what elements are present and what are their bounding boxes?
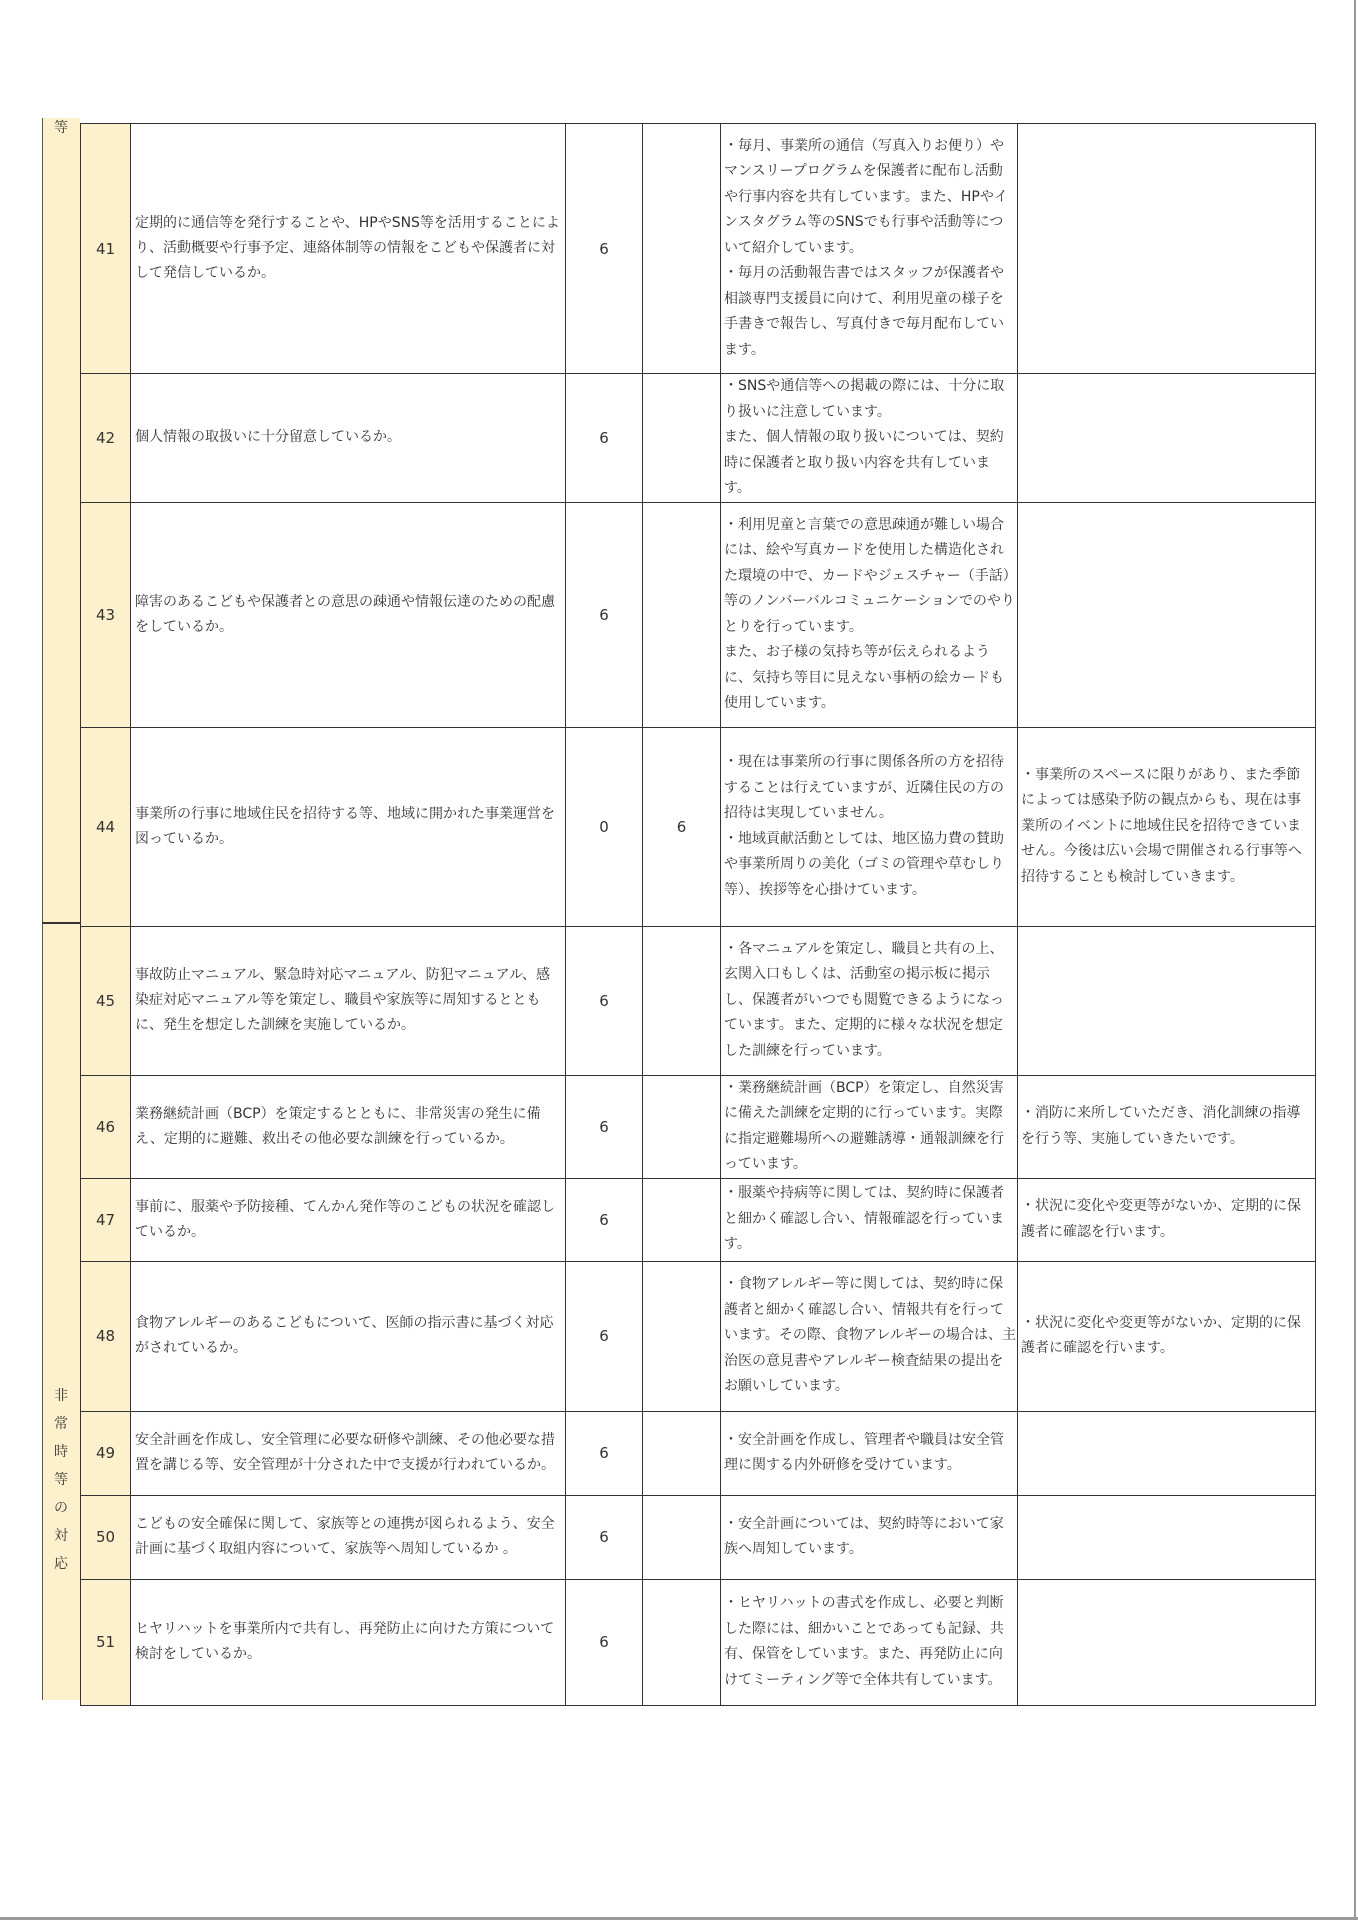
status-text: ・ヒヤリハットの書式を作成し、必要と判断した際には、細かいことであっても記録、共有、保管をしています。また、再発防止に向けてミーティング等で全体共有しています。: [721, 1579, 1018, 1705]
improvement-text: ・事業所のスペースに限りがあり、また季節によっては感染予防の観点からも、現在は事業所のイベントに地域住民を招待できていません。今後は広い会場で開催される行事等へ招待することも検討していきます。: [1018, 727, 1316, 926]
question-text: 安全計画を作成し、安全管理に必要な研修や訓練、その他必要な措置を講じる等、安全管理が十分された中で支援が行われているか。: [131, 1411, 566, 1495]
no-count: [643, 1411, 721, 1495]
question-text: 事前に、服薬や予防接種、てんかん発作等のこどもの状況を確認しているか。: [131, 1178, 566, 1261]
status-text: ・SNSや通信等への掲載の際には、十分に取り扱いに注意しています。 また、個人情報の取り扱いについては、契約時に保護者と取り扱い内容を共有しています。: [721, 374, 1018, 503]
evaluation-table: [80, 123, 1316, 1706]
question-text: ヒヤリハットを事業所内で共有し、再発防止に向けた方策について検討をしているか。: [131, 1579, 566, 1705]
category-label: 等: [54, 120, 68, 136]
category-divider: [42, 922, 82, 924]
item-number: 50: [81, 1495, 131, 1579]
status-text: ・利用児童と言葉での意思疎通が難しい場合には、絵や写真カードを使用した構造化された環境の中で、カードやジェスチャー（手話）等のノンバーバルコミュニケーションでのやりとりを行っています。 また、お子様の気持ち等が伝えられるように、気持ち等目に見えない事柄の絵カードも使用しています。: [721, 502, 1018, 727]
item-number: 47: [81, 1178, 131, 1261]
status-text: ・各マニュアルを策定し、職員と共有の上、玄関入口もしくは、活動室の掲示板に掲示し、保護者がいつでも閲覧できるようになっています。また、定期的に様々な状況を想定した訓練を行っています。: [721, 926, 1018, 1075]
question-text: こどもの安全確保に関して、家族等との連携が図られるよう、安全計画に基づく取組内容について、家族等へ周知しているか 。: [131, 1495, 566, 1579]
page-edge: [1354, 0, 1356, 1920]
yes-count: 6: [566, 1579, 643, 1705]
question-text: 事業所の行事に地域住民を招待する等、地域に開かれた事業運営を図っているか。: [131, 727, 566, 926]
improvement-text: ・状況に変化や変更等がないか、定期的に保護者に確認を行います。: [1018, 1178, 1316, 1261]
no-count: [643, 1075, 721, 1178]
yes-count: 0: [566, 727, 643, 926]
improvement-text: [1018, 1495, 1316, 1579]
improvement-text: [1018, 1411, 1316, 1495]
yes-count: 6: [566, 926, 643, 1075]
yes-count: 6: [566, 1411, 643, 1495]
no-count: [643, 1178, 721, 1261]
item-number: 48: [81, 1261, 131, 1411]
question-text: 定期的に通信等を発行することや、HPやSNS等を活用することにより、活動概要や行事予定、連絡体制等の情報をこどもや保護者に対して発信しているか。: [131, 124, 566, 374]
improvement-text: [1018, 1579, 1316, 1705]
table-row: [81, 926, 1316, 1075]
improvement-text: ・状況に変化や変更等がないか、定期的に保護者に確認を行います。: [1018, 1261, 1316, 1411]
status-text: ・業務継続計画（BCP）を策定し、自然災害に備えた訓練を定期的に行っています。実際に指定避難場所への避難誘導・通報訓練を行っています。: [721, 1075, 1018, 1178]
status-text: ・食物アレルギー等に関しては、契約時に保護者と細かく確認し合い、情報共有を行っています。その際、食物アレルギーの場合は、主治医の意見書やアレルギー検査結果の提出をお願いしています。: [721, 1261, 1018, 1411]
improvement-text: [1018, 502, 1316, 727]
question-text: 食物アレルギーのあるこどもについて、医師の指示書に基づく対応がされているか。: [131, 1261, 566, 1411]
table-row: [81, 1411, 1316, 1495]
table-row: [81, 1579, 1316, 1705]
item-number: 51: [81, 1579, 131, 1705]
improvement-text: [1018, 926, 1316, 1075]
improvement-text: [1018, 374, 1316, 503]
yes-count: 6: [566, 124, 643, 374]
item-number: 49: [81, 1411, 131, 1495]
yes-count: 6: [566, 1495, 643, 1579]
question-text: 個人情報の取扱いに十分留意しているか。: [131, 374, 566, 503]
item-number: 44: [81, 727, 131, 926]
item-number: 43: [81, 502, 131, 727]
no-count: [643, 124, 721, 374]
yes-count: 6: [566, 1178, 643, 1261]
status-text: ・現在は事業所の行事に関係各所の方を招待することは行えていますが、近隣住民の方の招待は実現していません。 ・地域貢献活動としては、地区協力費の賛助や事業所周りの美化（ゴミの管理や草むしり等）、挨拶等を心掛けています。: [721, 727, 1018, 926]
table-row: [81, 374, 1316, 503]
question-text: 障害のあるこどもや保護者との意思の疎通や情報伝達のための配慮をしているか。: [131, 502, 566, 727]
yes-count: 6: [566, 502, 643, 727]
category-label: 非 常 時 等 の 対 応: [54, 1388, 68, 1572]
status-text: ・安全計画を作成し、管理者や職員は安全管理に関する内外研修を受けています。: [721, 1411, 1018, 1495]
status-text: ・毎月、事業所の通信（写真入りお便り）やマンスリープログラムを保護者に配布し活動や行事内容を共有しています。また、HPやインスタグラム等のSNSでも行事や活動等について紹介しています。 ・毎月の活動報告書ではスタッフが保護者や相談専門支援員に向けて、利用児童の様子を手書きで報告し、写真付きで毎月配布しています。: [721, 124, 1018, 374]
yes-count: 6: [566, 1075, 643, 1178]
table-row: [81, 1495, 1316, 1579]
status-text: ・服薬や持病等に関しては、契約時に保護者と細かく確認し合い、情報確認を行っています。: [721, 1178, 1018, 1261]
category-cell-emergency: [42, 922, 80, 1700]
improvement-text: ・消防に来所していただき、消化訓練の指導を行う等、実施していきたいです。: [1018, 1075, 1316, 1178]
no-count: [643, 1579, 721, 1705]
category-cell-communication: [42, 118, 80, 923]
table-row: [81, 727, 1316, 926]
no-count: [643, 1495, 721, 1579]
question-text: 事故防止マニュアル、緊急時対応マニュアル、防犯マニュアル、感染症対応マニュアル等を策定し、職員や家族等に周知するとともに、発生を想定した訓練を実施しているか。: [131, 926, 566, 1075]
table-row: [81, 1261, 1316, 1411]
no-count: 6: [643, 727, 721, 926]
no-count: [643, 502, 721, 727]
improvement-text: [1018, 124, 1316, 374]
item-number: 45: [81, 926, 131, 1075]
item-number: 46: [81, 1075, 131, 1178]
item-number: 41: [81, 124, 131, 374]
no-count: [643, 1261, 721, 1411]
no-count: [643, 926, 721, 1075]
table-row: [81, 502, 1316, 727]
yes-count: 6: [566, 374, 643, 503]
yes-count: 6: [566, 1261, 643, 1411]
table-row: [81, 1178, 1316, 1261]
item-number: 42: [81, 374, 131, 503]
table-row: [81, 1075, 1316, 1178]
no-count: [643, 374, 721, 503]
status-text: ・安全計画については、契約時等において家族へ周知しています。: [721, 1495, 1018, 1579]
table-row: [81, 124, 1316, 374]
question-text: 業務継続計画（BCP）を策定するとともに、非常災害の発生に備え、定期的に避難、救出その他必要な訓練を行っているか。: [131, 1075, 566, 1178]
